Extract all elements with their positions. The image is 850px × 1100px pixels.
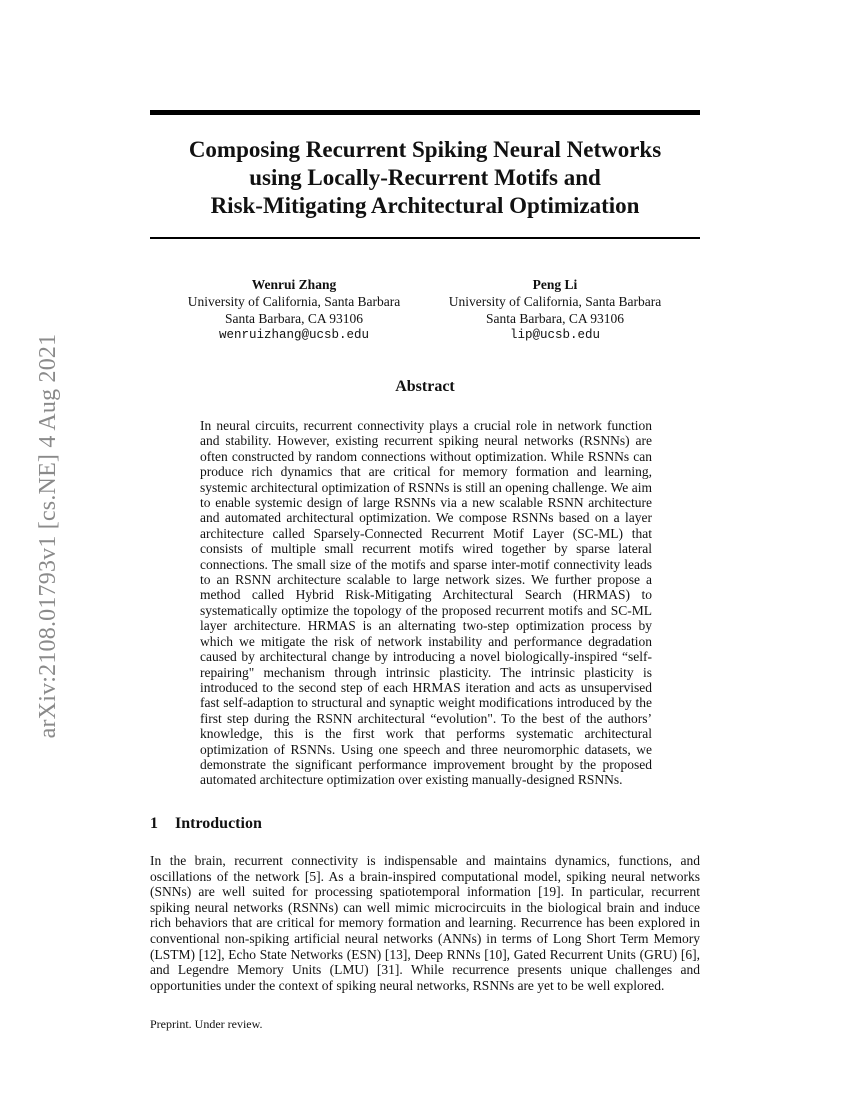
author-address: Santa Barbara, CA 93106: [486, 311, 624, 326]
title-line-3: Risk-Mitigating Architectural Optimization: [210, 193, 640, 218]
author-affiliation: University of California, Santa Barbara: [448, 294, 662, 309]
author-name: Wenrui Zhang: [251, 277, 337, 292]
preprint-note: Preprint. Under review.: [150, 1017, 263, 1031]
title-bottom-rule: [150, 237, 700, 239]
title-top-rule: [150, 110, 700, 115]
section-heading-introduction: [150, 814, 262, 834]
author-email[interactable]: lip@ucsb.edu: [509, 328, 600, 342]
author-name: Peng Li: [532, 277, 578, 292]
section-number: 1: [150, 815, 158, 832]
section-title: Introduction: [175, 815, 262, 832]
abstract-heading: Abstract: [395, 378, 455, 395]
title-line-1: Composing Recurrent Spiking Neural Networks: [188, 137, 662, 162]
author-block-zhang: [164, 276, 424, 344]
introduction-text: In the brain, recurrent connectivity is indispensable and maintains dynamics, functions, and oscillations of the network [5]. As a brain-inspired computational model, spiking neural networks (SNNs) are well suited for processing spatiotemporal information [19]. In particular, recurrent spiking neural networks (RSNNs) can well mimic microcircuits in the biological brain and induce rich behaviors that are critical for memory formation and learning. Recurrence has been explored in conventional non-spiking artificial neural networks (ANNs) in terms of Long Short Term Memory (LSTM) [12], Echo State Networks (ESN) [13], Deep RNNs [10], Gated Recurrent Units (GRU) [6], and Legendre Memory Units (LMU) [31]. While recurrence presents unique challenges and opportunities under the context of spiking neural networks, RSNNs are yet to be well explored.: [150, 853, 700, 993]
title-line-2: using Locally-Recurrent Motifs and: [249, 165, 601, 190]
author-address: Santa Barbara, CA 93106: [225, 311, 363, 326]
abstract-text: In neural circuits, recurrent connectivity plays a crucial role in network function and stability. However, existing recurrent spiking neural networks (RSNNs) are often constructed by random connections without optimization. While RSNNs can produce rich dynamics that are critical for memory formation and learning, systemic architectural optimization of RSNNs is still an opening challenge. We aim to enable systemic design of large RSNNs via a new scalable RSNN architecture and automated architectural optimization. We compose RSNNs based on a layer architecture called Sparsely-Connected Recurrent Motif Layer (SC-ML) that consists of multiple small recurrent motifs wired together by sparse lateral connections. The small size of the motifs and sparse inter-motif connectivity leads to an RSNN architecture scalable to large network sizes. We further propose a method called Hybrid Risk-Mitigating Architectural Search (HRMAS) to systematically optimize the topology of the proposed recurrent motifs and SC-ML layer architecture. HRMAS is an alternating two-step optimization process by which we mitigate the risk of network instability and performance degradation caused by architectural change by introducing a novel biologically-inspired “self-repairing" mechanism through intrinsic plasticity. The intrinsic plasticity is introduced to the second step of each HRMAS iteration and acts as unsupervised fast self-adaption to structural and synaptic weight modifications introduced by the first step during the RSNN architectural “evolution". To the best of the authors’ knowledge, this is the first work that performs systematic architectural optimization of RSNNs. Using one speech and three neuromorphic datasets, we demonstrate the significant performance improvement brought by the proposed automated architecture optimization over existing manually-designed RSNNs.: [200, 418, 652, 788]
author-email[interactable]: wenruizhang@ucsb.edu: [218, 328, 370, 342]
author-affiliation: University of California, Santa Barbara: [187, 294, 401, 309]
author-block-li: [425, 276, 685, 344]
arxiv-identifier: arXiv:2108.01793v1 [cs.NE] 4 Aug 2021: [35, 333, 61, 739]
paper-title: [150, 136, 700, 220]
